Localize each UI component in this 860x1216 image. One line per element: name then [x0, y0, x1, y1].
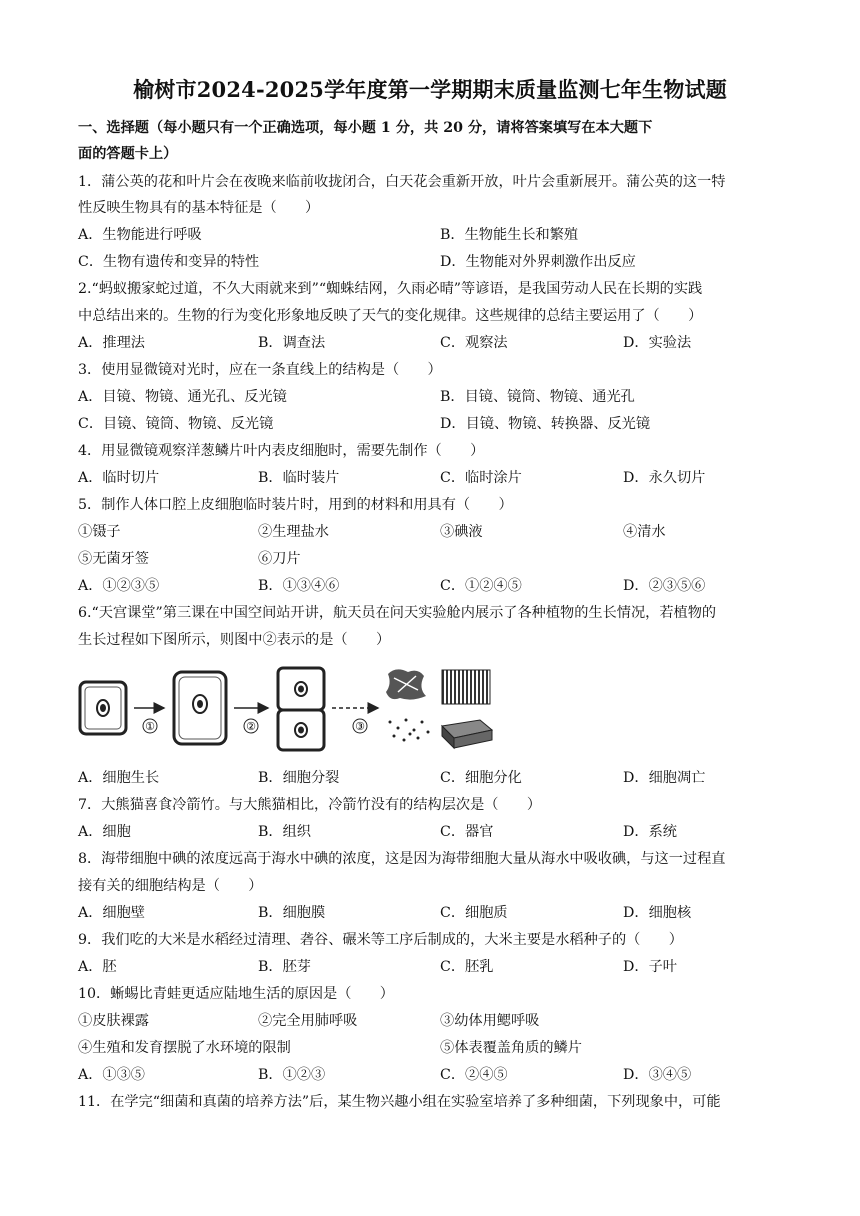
question-5-item-2: ②生理盐水	[258, 524, 329, 540]
question-5-option-a: A．①②③⑤	[78, 578, 160, 594]
tissue-fibers	[442, 670, 490, 704]
question-3-option-b: B．目镜、镜筒、物镜、通光孔	[440, 389, 635, 405]
tissue-block	[442, 720, 492, 748]
cell-growth-figure	[78, 664, 498, 754]
section-heading-line-1: 一、选择题（每小题只有一个正确选项，每小题 1 分，共 20 分，请将答案填写在本大题下	[78, 120, 653, 136]
question-9-option-d: D．子叶	[623, 959, 677, 975]
question-3-line-1: 3．使用显微镜对光时，应在一条直线上的结构是（ ）	[78, 362, 442, 378]
figure-label-2: ②	[246, 720, 256, 733]
question-1-option-c: C．生物有遗传和变异的特性	[78, 254, 260, 270]
section-heading-line-2: 面的答题卡上）	[78, 146, 178, 162]
question-6-line-1: 6.“天宫课堂”第三课在中国空间站开讲，航天员在问天实验舱内展示了各种植物的生长情况，若植物的	[78, 605, 717, 621]
question-10-item-2: ②完全用肺呼吸	[258, 1013, 358, 1029]
question-4-option-b: B．临时装片	[258, 470, 340, 486]
question-4-option-c: C．临时涂片	[440, 470, 522, 486]
question-1-line-1: 1．蒲公英的花和叶片会在夜晚来临前收拢闭合，白天花会重新开放，叶片会重新展开。蒲公英的这一特	[78, 174, 726, 190]
question-6-line-2: 生长过程如下图所示，则图中②表示的是（ ）	[78, 632, 391, 648]
question-3-option-a: A．目镜、物镜、通光孔、反光镜	[78, 389, 287, 405]
page-title: 榆树市2024-2025学年度第一学期期末质量监测七年生物试题	[133, 77, 727, 102]
question-2-line-1: 2.“蚂蚁搬家蛇过道，不久大雨就来到”“蜘蛛结网，久雨必晴”等谚语，是我国劳动人民在长期的实践	[78, 281, 703, 297]
small-cell	[80, 682, 126, 734]
question-8-option-c: C．细胞质	[440, 905, 508, 921]
question-8-option-a: A．细胞壁	[78, 905, 145, 921]
tissue-scattered-cells	[389, 719, 430, 742]
question-6-option-a: A．细胞生长	[78, 770, 160, 786]
tissue-cluster	[386, 669, 426, 699]
question-5-option-b: B．①③④⑥	[258, 578, 340, 594]
question-5-item-1: ①镊子	[78, 524, 121, 540]
question-4-option-d: D．永久切片	[623, 470, 706, 486]
question-7-option-c: C．器官	[440, 824, 494, 840]
question-10-option-a: A．①③⑤	[78, 1067, 145, 1083]
figure-label-3: ③	[355, 720, 365, 733]
question-7-option-d: D．系统	[623, 824, 677, 840]
question-1-option-a: A．生物能进行呼吸	[78, 227, 202, 243]
question-5-item-6: ⑥刀片	[258, 551, 301, 567]
question-8-line-2: 接有关的细胞结构是（ ）	[78, 878, 263, 894]
question-10-option-d: D．③④⑤	[623, 1067, 692, 1083]
question-8-option-b: B．细胞膜	[258, 905, 326, 921]
question-2-option-b: B．调查法	[258, 335, 326, 351]
question-9-option-b: B．胚芽	[258, 959, 311, 975]
question-7-option-b: B．组织	[258, 824, 311, 840]
question-10-item-3: ③幼体用鳃呼吸	[440, 1013, 540, 1029]
question-10-line-1: 10．蜥蜴比青蛙更适应陆地生活的原因是（ ）	[78, 986, 394, 1002]
question-8-line-1: 8．海带细胞中碘的浓度远高于海水中碘的浓度，这是因为海带细胞大量从海水中吸收碘，与这一过程直	[78, 851, 726, 867]
grown-cell	[174, 672, 226, 744]
question-5-item-5: ⑤无菌牙签	[78, 551, 149, 567]
question-2-line-2: 中总结出来的。生物的行为变化形象地反映了天气的变化规律。这些规律的总结主要运用了（ ）	[78, 308, 703, 324]
question-4-line-1: 4．用显微镜观察洋葱鳞片叶内表皮细胞时，需要先制作（ ）	[78, 443, 485, 459]
question-2-option-c: C．观察法	[440, 335, 508, 351]
cell-growth-diagram	[78, 664, 498, 754]
question-3-option-d: D．目镜、物镜、转换器、反光镜	[440, 416, 651, 432]
question-5-item-4: ④清水	[623, 524, 666, 540]
question-9-option-a: A．胚	[78, 959, 117, 975]
question-3-option-c: C．目镜、镜筒、物镜、反光镜	[78, 416, 274, 432]
question-6-option-c: C．细胞分化	[440, 770, 522, 786]
question-11-line-1: 11．在学完“细菌和真菌的培养方法”后，某生物兴趣小组在实验室培养了多种细菌，下列现象中，可能	[78, 1094, 721, 1110]
question-6-option-d: D．细胞凋亡	[623, 770, 706, 786]
question-4-option-a: A．临时切片	[78, 470, 160, 486]
question-5-option-d: D．②③⑤⑥	[623, 578, 706, 594]
question-2-option-a: A．推理法	[78, 335, 145, 351]
question-9-option-c: C．胚乳	[440, 959, 494, 975]
question-5-item-3: ③碘液	[440, 524, 483, 540]
question-10-option-b: B．①②③	[258, 1067, 326, 1083]
question-5-option-c: C．①②④⑤	[440, 578, 522, 594]
question-10-item-5: ⑤体表覆盖角质的鳞片	[440, 1040, 582, 1056]
question-8-option-d: D．细胞核	[623, 905, 692, 921]
question-9-line-1: 9．我们吃的大米是水稻经过清理、砻谷、碾米等工序后制成的，大米主要是水稻种子的（ ）	[78, 932, 683, 948]
question-7-option-a: A．细胞	[78, 824, 131, 840]
question-7-line-1: 7．大熊猫喜食冷箭竹。与大熊猫相比，冷箭竹没有的结构层次是（ ）	[78, 797, 542, 813]
figure-label-1: ①	[145, 720, 155, 733]
question-6-option-b: B．细胞分裂	[258, 770, 340, 786]
question-5-line-1: 5．制作人体口腔上皮细胞临时装片时，用到的材料和用具有（ ）	[78, 497, 513, 513]
question-2-option-d: D．实验法	[623, 335, 692, 351]
question-10-item-4: ④生殖和发育摆脱了水环境的限制	[78, 1040, 291, 1056]
divided-cells	[278, 668, 324, 750]
question-1-option-b: B．生物能生长和繁殖	[440, 227, 579, 243]
question-10-item-1: ①皮肤裸露	[78, 1013, 149, 1029]
question-1-line-2: 性反映生物具有的基本特征是（ ）	[78, 200, 320, 216]
question-10-option-c: C．②④⑤	[440, 1067, 508, 1083]
question-1-option-d: D．生物能对外界刺激作出反应	[440, 254, 636, 270]
